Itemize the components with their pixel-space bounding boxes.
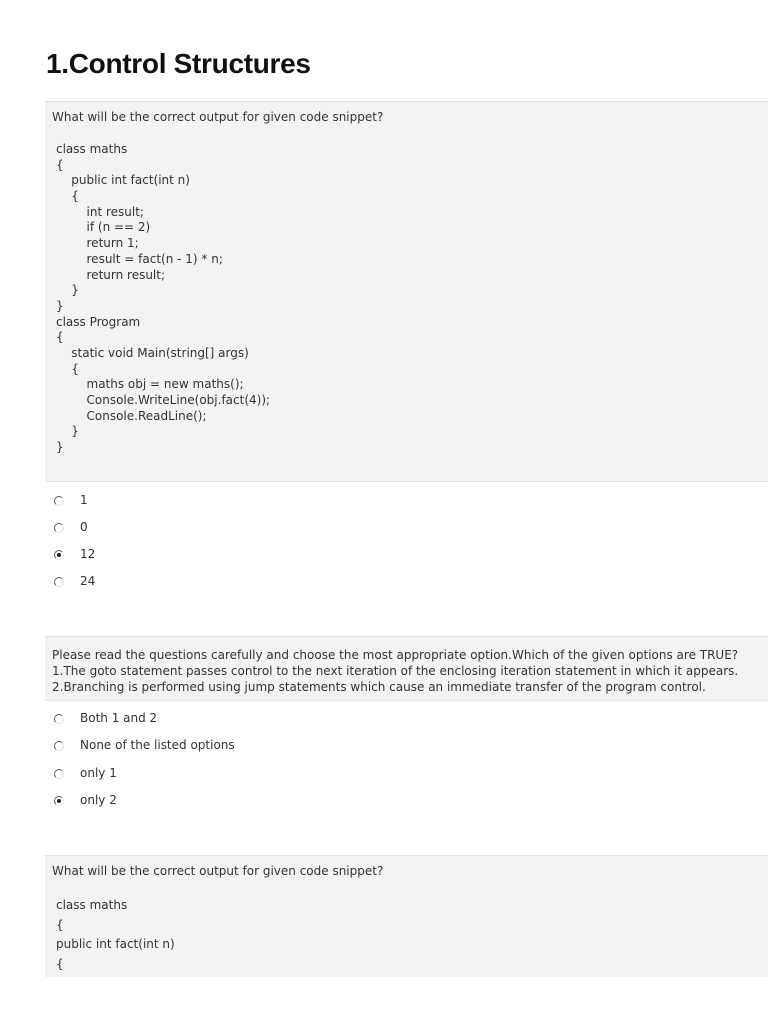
q2-option-only-1[interactable] <box>54 765 117 781</box>
question-line: 2.Branching is performed using jump statements which cause an immediate transfer of the program control. <box>52 680 706 694</box>
question-1-code <box>56 142 270 456</box>
code-line: { <box>56 157 64 172</box>
code-line: maths obj = new maths(); <box>56 377 244 392</box>
code-line: class maths <box>56 142 128 156</box>
question-2-text <box>52 647 738 695</box>
code-line: { <box>56 189 79 204</box>
q1-option-0[interactable] <box>54 519 88 535</box>
radio-button[interactable] <box>54 741 64 751</box>
radio-button[interactable] <box>54 550 64 560</box>
question-3-prompt: What will be the correct output for given code snippet? <box>52 864 384 878</box>
code-line: } <box>56 283 79 298</box>
radio-button[interactable] <box>54 523 64 533</box>
option-label: None of the listed options <box>80 738 235 752</box>
code-line: static void Main(string[] args) <box>56 345 249 360</box>
code-line: } <box>56 440 64 455</box>
code-line: class maths <box>56 898 128 912</box>
code-line: public int fact(int n) <box>56 937 175 951</box>
option-label: 1 <box>80 493 88 507</box>
code-line: { <box>56 956 64 971</box>
question-line: Please read the questions carefully and choose the most appropriate option.Which of the given options are TRUE? <box>52 648 739 662</box>
q2-option-none[interactable] <box>54 737 235 753</box>
code-line: result = fact(n - 1) * n; <box>56 251 223 266</box>
q1-option-24[interactable] <box>54 573 95 589</box>
question-1-prompt: What will be the correct output for given code snippet? <box>52 110 384 124</box>
radio-button[interactable] <box>54 577 64 587</box>
radio-button[interactable] <box>54 769 64 779</box>
radio-button[interactable] <box>54 796 64 806</box>
code-line: { <box>56 330 64 345</box>
question-3-code <box>56 896 175 974</box>
q2-option-both[interactable] <box>54 710 157 726</box>
q1-option-12[interactable] <box>54 546 95 562</box>
question-2-box <box>45 636 768 701</box>
question-3-box <box>45 855 768 977</box>
code-line: if (n == 2) <box>56 220 151 235</box>
code-line: } <box>56 424 79 439</box>
code-line: int result; <box>56 204 144 219</box>
code-line: Console.WriteLine(obj.fact(4)); <box>56 393 271 407</box>
radio-button[interactable] <box>54 496 64 506</box>
code-line: { <box>56 361 79 376</box>
code-line: public int fact(int n) <box>56 173 190 188</box>
radio-button[interactable] <box>54 714 64 724</box>
page-title: 1.Control Structures <box>46 48 311 79</box>
code-line: return result; <box>56 267 166 282</box>
code-line: { <box>56 917 64 932</box>
code-line: } <box>56 298 64 313</box>
code-line: class Program <box>56 314 141 329</box>
option-label: 24 <box>80 574 96 588</box>
question-line: 1.The goto statement passes control to the next iteration of the enclosing iteration statement in which it appears. <box>52 664 739 678</box>
question-1-box <box>45 101 768 482</box>
option-label: Both 1 and 2 <box>80 711 158 725</box>
code-line: return 1; <box>56 236 139 251</box>
option-label: only 1 <box>80 766 117 780</box>
code-line: Console.ReadLine(); <box>56 408 207 423</box>
q1-option-1[interactable] <box>54 492 88 508</box>
q2-option-only-2[interactable] <box>54 792 117 808</box>
option-label: 12 <box>80 547 96 561</box>
option-label: only 2 <box>80 793 117 807</box>
option-label: 0 <box>80 520 88 534</box>
